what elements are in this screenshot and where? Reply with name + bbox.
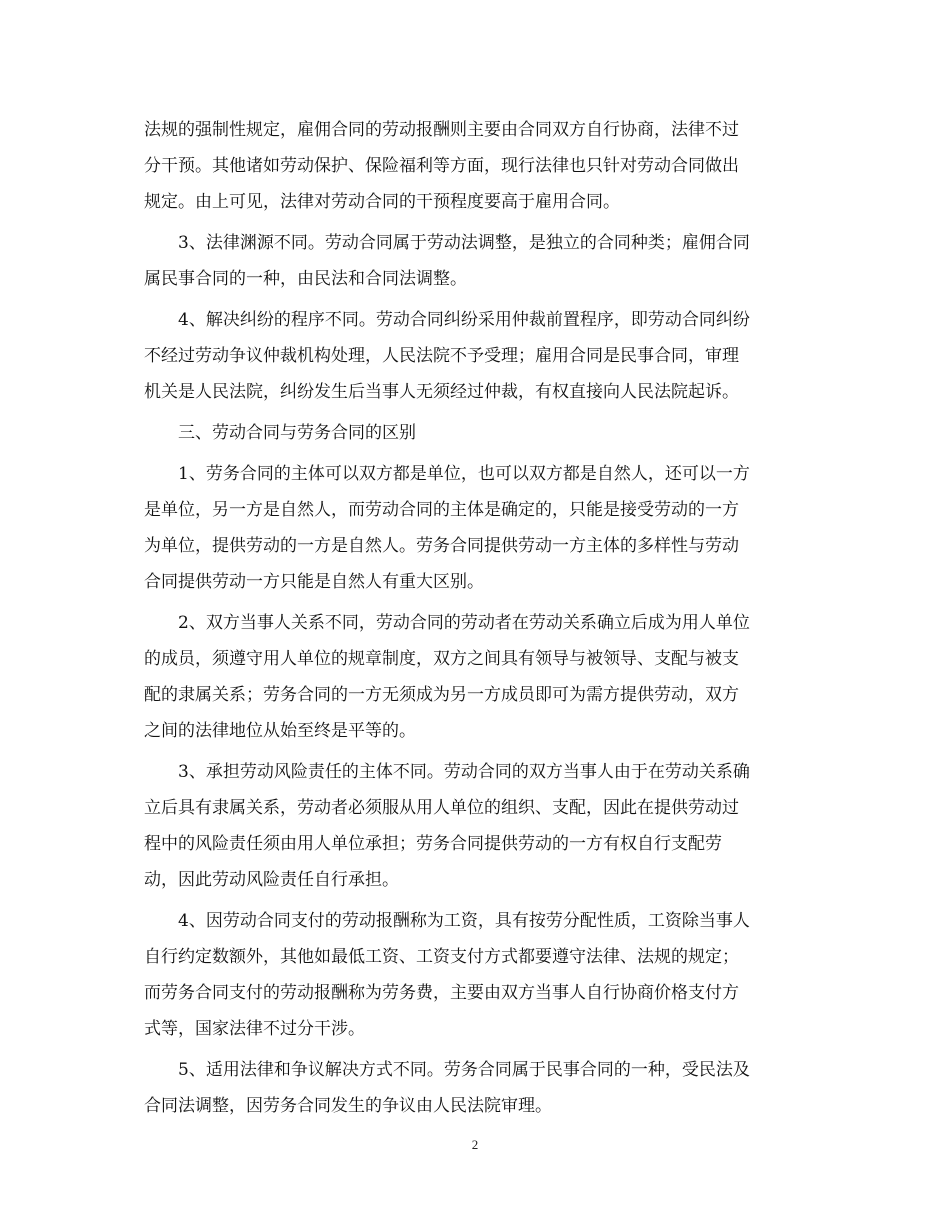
text-line: 自行约定数额外，其他如最低工资、工资支付方式都要遵守法律、法规的规定； [144,947,739,967]
text-line: 5、适用法律和争议解决方式不同。劳务合同属于民事合同的一种，受民法及 [144,1060,750,1080]
text-line: 不经过劳动争议仲裁机构处理，人民法院不予受理；雇用合同是民事合同，审理 [144,346,739,366]
text-line: 式等，国家法律不过分干涉。 [144,1019,365,1039]
text-line: 三、劳动合同与劳务合同的区别 [144,423,416,443]
text-line: 为单位，提供劳动的一方是自然人。劳务合同提供劳动一方主体的多样性与劳动 [144,536,739,556]
text-line: 动，因此劳动风险责任自行承担。 [144,870,399,890]
paragraph [144,307,808,406]
text-line: 2、双方当事人关系不同，劳动合同的劳动者在劳动关系确立后成为用人单位 [144,613,750,633]
section-heading [144,420,808,447]
text-line: 3、承担劳动风险责任的主体不同。劳动合同的双方当事人由于在劳动关系确 [144,762,750,782]
text-line: 立后具有隶属关系，劳动者必须服从用人单位的组织、支配，因此在提供劳动过 [144,798,739,818]
text-line: 之间的法律地位从始至终是平等的。 [144,721,416,741]
page-number: 2 [471,1137,479,1152]
text-line: 法规的强制性规定，雇佣合同的劳动报酬则主要由合同双方自行协商，法律不过 [144,120,739,140]
text-line: 属民事合同的一种，由民法和合同法调整。 [144,269,467,289]
text-line: 1、劳务合同的主体可以双方都是单位，也可以双方都是自然人，还可以一方 [144,464,750,484]
paragraph [144,117,808,216]
text-line: 是单位，另一方是自然人，而劳动合同的主体是确定的，只能是接受劳动的一方 [144,500,739,520]
text-line: 配的隶属关系；劳务合同的一方无须成为另一方成员即可为需方提供劳动，双方 [144,685,739,705]
paragraph [144,230,808,293]
text-line: 规定。由上可见，法律对劳动合同的干预程度要高于雇用合同。 [144,192,620,212]
text-line: 4、因劳动合同支付的劳动报酬称为工资，具有按劳分配性质，工资除当事人 [144,911,750,931]
text-line: 3、法律渊源不同。劳动合同属于劳动法调整，是独立的合同种类；雇佣合同 [144,233,750,253]
text-line: 而劳务合同支付的劳动报酬称为劳务费，主要由双方当事人自行协商价格支付方 [144,983,739,1003]
text-line: 合同提供劳动一方只能是自然人有重大区别。 [144,572,484,592]
text-line: 4、解决纠纷的程序不同。劳动合同纠纷采用仲裁前置程序，即劳动合同纠纷 [144,310,750,330]
paragraph [144,610,808,745]
body-text [144,117,808,1129]
text-line: 的成员，须遵守用人单位的规章制度，双方之间具有领导与被领导、支配与被支 [144,649,739,669]
text-line: 机关是人民法院，纠纷发生后当事人无须经过仲裁，有权直接向人民法院起诉。 [144,382,739,402]
text-line: 分干预。其他诸如劳动保护、保险福利等方面，现行法律也只针对劳动合同做出 [144,156,739,176]
paragraph [144,1057,808,1120]
paragraph [144,908,808,1043]
text-line: 程中的风险责任须由用人单位承担；劳务合同提供劳动的一方有权自行支配劳 [144,834,722,854]
paragraph [144,759,808,894]
text-line: 合同法调整，因劳务合同发生的争议由人民法院审理。 [144,1096,552,1116]
paragraph [144,461,808,596]
